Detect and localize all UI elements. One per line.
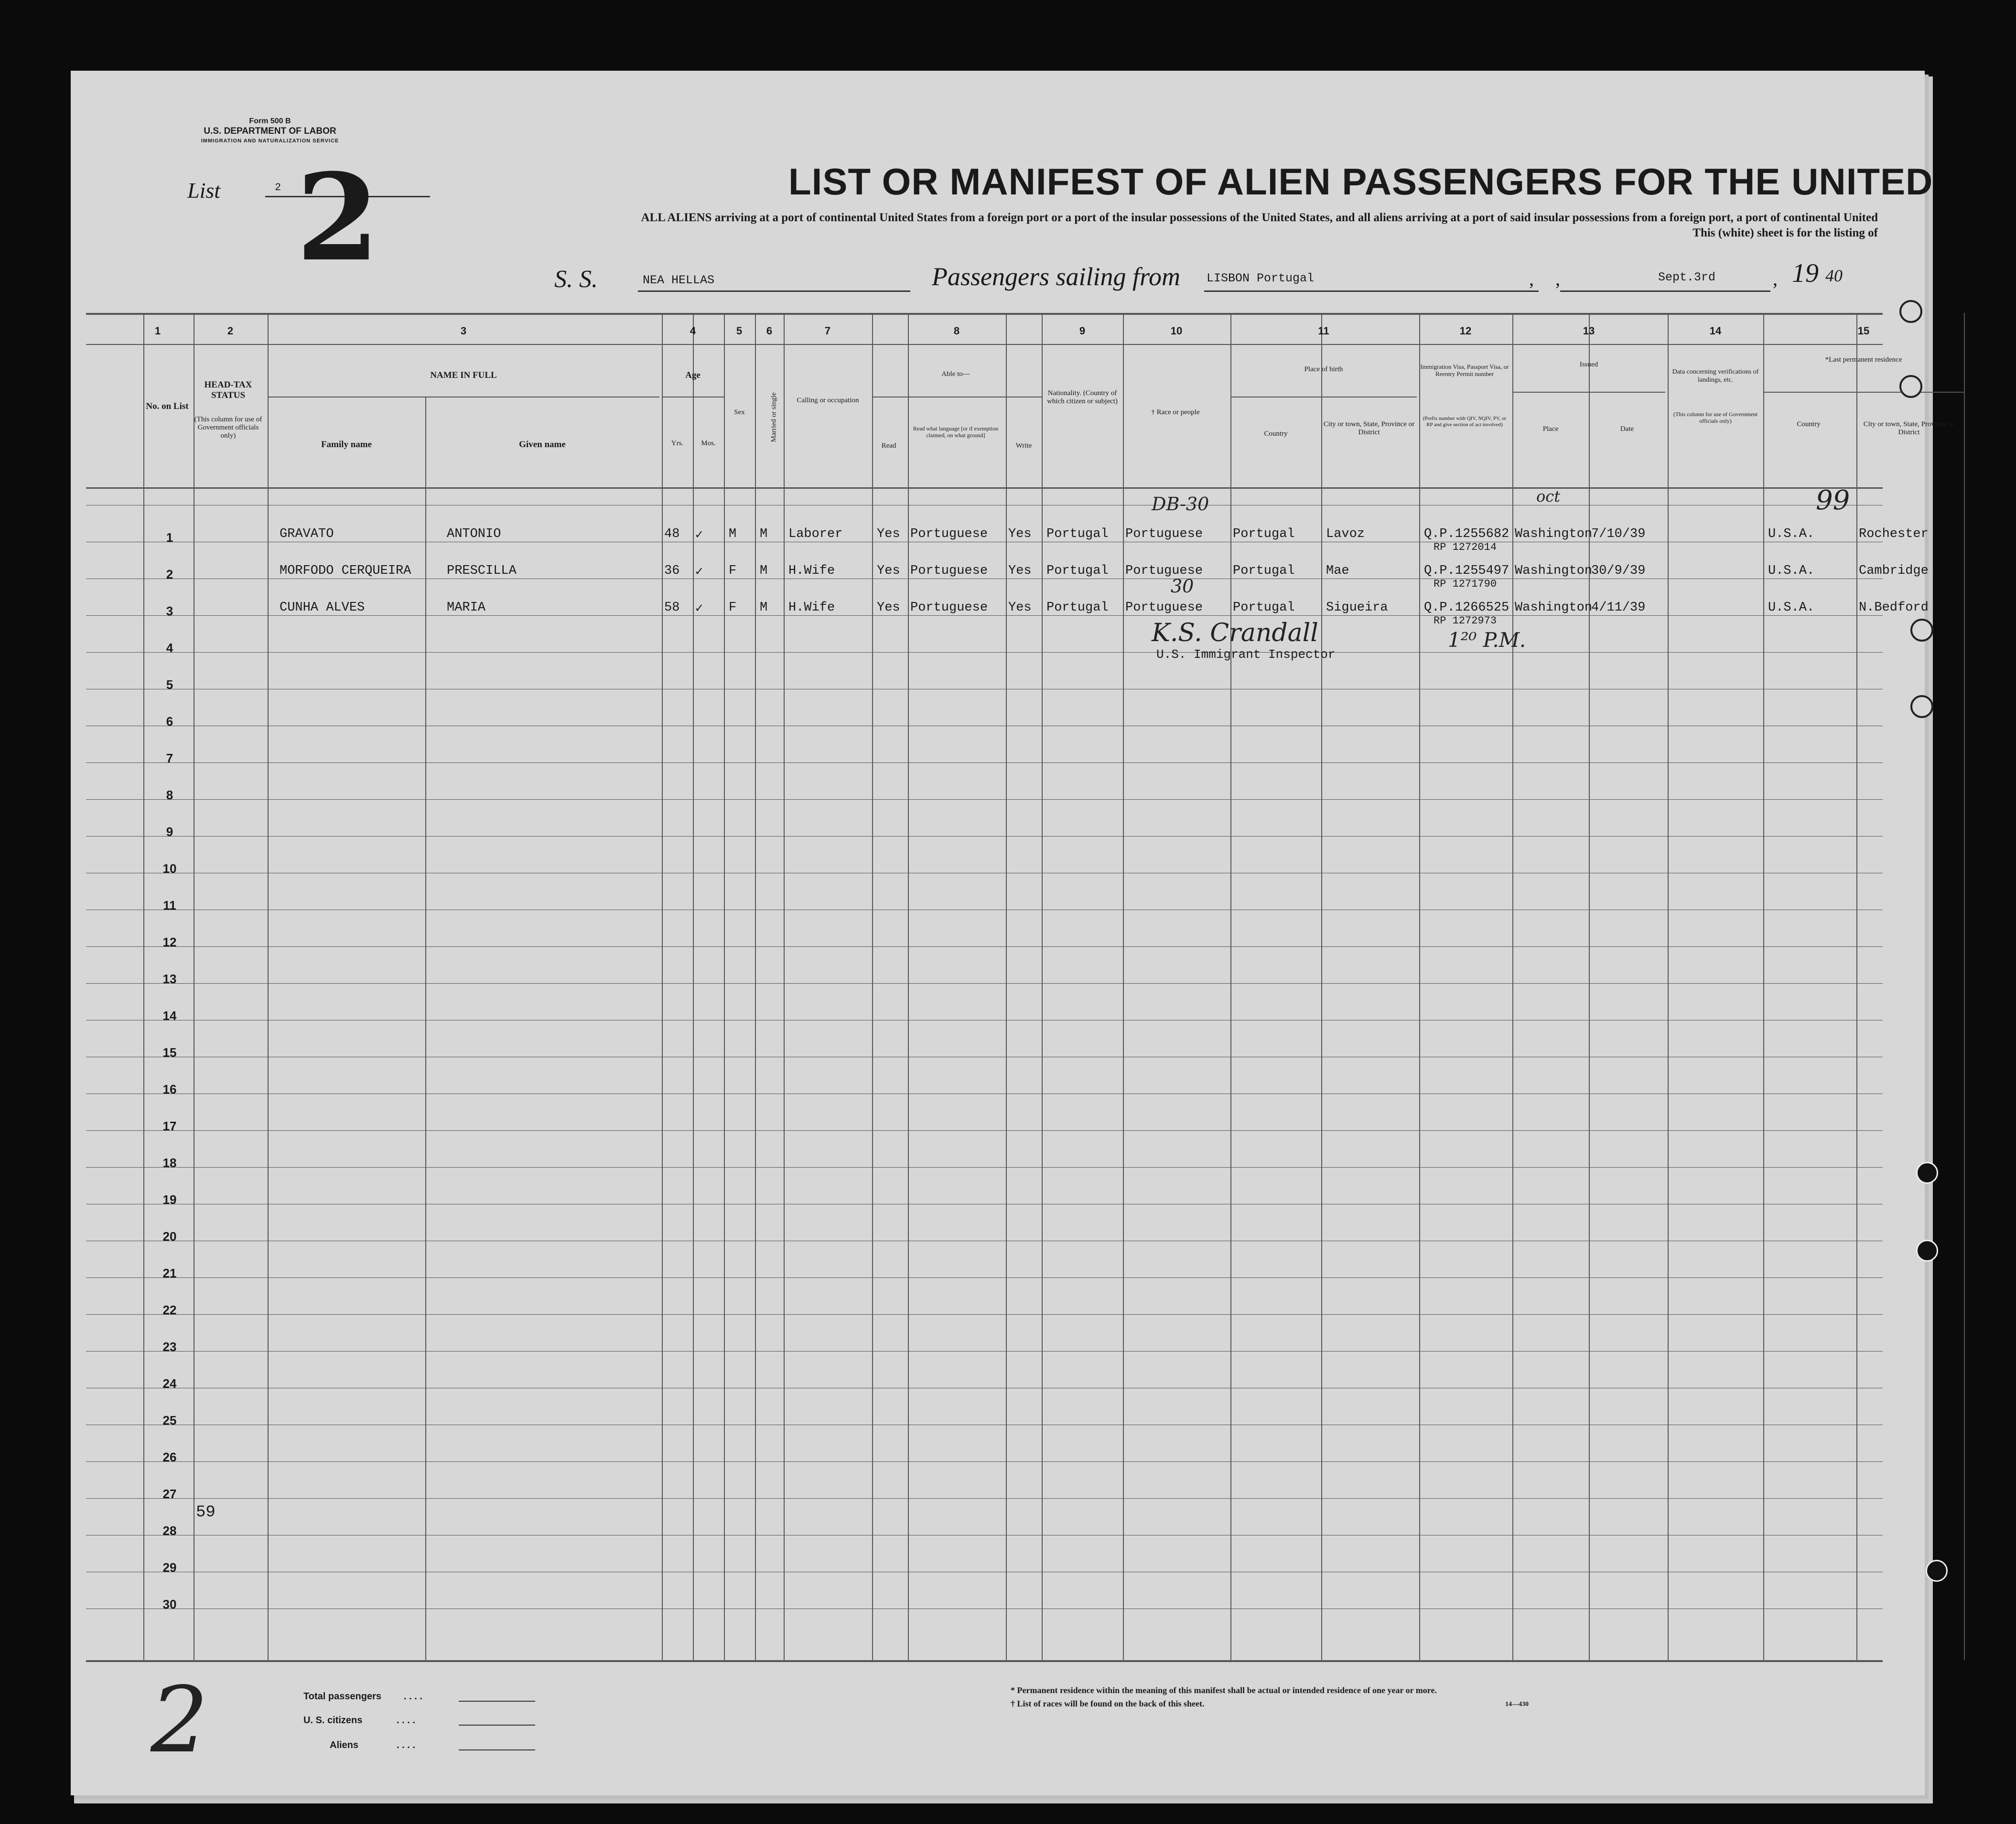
row-number: 3 [166,604,173,618]
grid-vline [693,313,694,1660]
cell-married: M [760,527,768,541]
grid-vline [1123,313,1124,1660]
cell-res-city: Cambridge [1859,564,1929,578]
column-number: 3 [460,325,467,337]
binder-hole [1926,1560,1948,1582]
header-yrs: Yrs. [671,440,684,447]
cell-birth-city: Mae [1326,564,1349,578]
aliens-line [459,1749,535,1750]
row-number: 6 [166,714,173,729]
cell-res-country: U.S.A. [1768,601,1815,615]
grid-hline [86,1277,1883,1278]
binder-hole [1916,1240,1938,1262]
column-number: 6 [766,325,773,337]
column-number: 8 [953,325,960,337]
column-number: 4 [690,325,696,337]
dots: . . . . [397,1715,415,1726]
header-sex: Sex [734,408,745,416]
cell-visa-reentry: RP 1272973 [1434,615,1497,627]
header-birth-city: City or town, State, Province or District [1323,420,1415,436]
grid-vline [872,313,873,1660]
row-number: 23 [162,1340,177,1354]
cell-visa: Q.P.1255682 [1424,527,1509,541]
footnote-races: † List of races will be found on the back of this sheet. [1011,1699,1205,1708]
subtitle-line-1: ALL ALIENS arriving at a port of continental United States from a foreign port or a port of the insular possessions of the United States, and all aliens arriving at a port of said insular possessions from a foreign port, a port of continental United [641,211,1878,224]
header-read: Read [881,442,896,450]
cell-visa-reentry: RP 1272014 [1434,541,1497,553]
cell-family: CUNHA ALVES [280,601,365,615]
cell-married: M [760,564,768,578]
grid-vline [1512,313,1513,1660]
row-number: 10 [162,861,177,876]
row-number: 22 [162,1303,177,1317]
cell-calling: H.Wife [788,601,835,615]
sailing-label: Passengers sailing from [932,262,1181,291]
inspector-title: U.S. Immigrant Inspector [1156,647,1336,662]
header-nationality: Nationality. (Country of which citizen or subject) [1047,389,1118,405]
grid-hline [86,836,1883,837]
cell-birth-country: Portugal [1233,527,1295,541]
grid-vline [1006,313,1007,1660]
binder-hole [1916,1162,1938,1184]
cell-visa: Q.P.1266525 [1424,601,1509,615]
grid-vline [784,313,785,1660]
ship-name: NEA HELLAS [643,273,715,287]
row-number: 24 [162,1376,177,1391]
header-res-country: Country [1797,420,1821,428]
cell-mos: ✓ [695,602,703,616]
column-number: 14 [1709,325,1722,337]
grid-hline [86,615,1883,616]
date-underline [1560,290,1770,292]
row-number: 25 [162,1413,177,1427]
header-verifications: Data concerning verifications of landings, etc. [1672,368,1759,384]
grid-vline [1964,313,1965,1660]
ship-underline [638,290,910,292]
manifest-table [86,313,1955,1660]
cell-race: Portuguese [1125,564,1203,578]
row-number: 7 [166,751,173,765]
column-number: 5 [736,325,743,337]
header-birth-country: Country [1264,430,1288,438]
grid-vline [1856,313,1857,1660]
grid-vline [755,313,756,1660]
row-number: 12 [162,935,177,949]
cell-issued-date: 4/11/39 [1591,601,1646,615]
header-able-to: Able to— [941,370,970,378]
grid-hline [86,344,1883,345]
header-verifications-note: (This column for use of Government officials only) [1673,411,1758,424]
header-issued-place: Place [1542,425,1559,433]
subtitle-line-2: This (white) sheet is for the listing of [1693,226,1878,239]
row-number: 9 [166,825,173,839]
column-number: 7 [824,325,831,337]
row-number: 21 [162,1266,177,1280]
column-number: 10 [1170,325,1183,337]
row-number: 27 [162,1487,177,1501]
comma: , [1529,268,1534,290]
cell-birth-city: Lavoz [1326,527,1365,541]
head-tax-row-28: 59 [196,1503,216,1522]
cell-issued-place: Washington [1515,564,1593,578]
header-issued: Issued [1579,361,1598,368]
grid-hline [86,983,1883,984]
column-number: 9 [1079,325,1086,337]
row-number: 13 [162,972,177,986]
grid-vline [143,313,144,1660]
row-number: 26 [162,1450,177,1464]
header-no-on-list: No. on List [146,401,189,411]
header-read-language: Read what language [or if exemption claimed, on what ground] [913,425,999,439]
cell-calling: H.Wife [788,564,835,578]
cell-yrs: 58 [664,601,680,615]
list-label: List [187,178,221,203]
cell-calling: Laborer [788,527,843,541]
form-heading [170,116,370,146]
header-head-tax: HEAD-TAX STATUS [204,380,252,400]
cell-read: Yes [877,564,900,578]
us-citizens-line [459,1725,535,1726]
row-number: 4 [166,641,173,655]
header-last-residence: *Last permanent residence [1825,356,1902,364]
column-number: 11 [1318,325,1329,337]
cell-sex: F [729,564,737,578]
row-number: 1 [166,530,173,545]
margin-handwritten-mark: 2 [151,1667,208,1773]
manifest-title: LIST OR MANIFEST OF ALIEN PASSENGERS FOR THE UNITED [788,161,1933,203]
cell-language: Portuguese [910,564,988,578]
manifest-subtitle [449,210,1878,241]
column-number: 15 [1857,325,1870,337]
column-number: 2 [227,325,234,337]
grid-hline [86,1660,1883,1662]
list-value: 2 [275,182,281,193]
grid-hline [86,1314,1883,1315]
header-family-name: Family name [321,440,372,450]
cell-res-country: U.S.A. [1768,564,1815,578]
grid-hline [86,799,1883,800]
row-number: 17 [162,1119,177,1133]
inspector-signature: K.S. Crandall [1152,619,1318,647]
grid-hline [86,1167,1883,1168]
dots: . . . . [397,1740,415,1750]
row-number: 8 [166,788,173,802]
us-citizens-label: U. S. citizens [303,1715,363,1726]
cell-nationality: Portugal [1046,564,1109,578]
cell-race: Portuguese [1125,601,1203,615]
header-married: Married or single [770,392,778,442]
grid-vline [1042,313,1043,1660]
cell-birth-country: Portugal [1233,564,1295,578]
grid-hline [86,487,1883,489]
grid-hline [86,946,1883,947]
year-prefix: 19 [1792,258,1819,288]
cell-birth-country: Portugal [1233,601,1295,615]
cell-read: Yes [877,527,900,541]
header-name-in-full: NAME IN FULL [430,370,497,380]
cell-mos: ✓ [695,565,703,579]
cell-read: Yes [877,601,900,615]
grid-vline [1230,313,1231,1660]
service-name: IMMIGRATION AND NATURALIZATION SERVICE [201,138,339,144]
cell-language: Portuguese [910,527,988,541]
header-calling: Calling or occupation [797,397,859,404]
grid-hline [86,1351,1883,1352]
binder-hole [1899,300,1922,323]
grid-vline [268,313,269,1660]
cell-language: Portuguese [910,601,988,615]
cell-yrs: 36 [664,564,680,578]
header-head-tax-note: (This column for use of Government officials only) [194,416,262,440]
cell-visa-reentry: RP 1271790 [1434,578,1497,590]
total-passengers-label: Total passengers [303,1691,382,1702]
grid-vline [1321,313,1322,1660]
cell-write: Yes [1008,527,1032,541]
total-passengers-line [459,1701,535,1702]
list-big-number: 2 [296,147,379,288]
row-number: 30 [162,1597,177,1611]
binder-hole [1899,375,1922,398]
cell-issued-date: 7/10/39 [1591,527,1646,541]
row-number: 18 [162,1156,177,1170]
row-number: 16 [162,1082,177,1096]
row-number: 28 [162,1524,177,1538]
cell-issued-date: 30/9/39 [1591,564,1646,578]
cell-family: GRAVATO [280,527,334,541]
handwritten-30: 30 [1171,576,1194,597]
header-issued-date: Date [1620,425,1634,433]
header-res-city: City or town, State, Province or District [1863,420,1955,436]
header-write: Write [1015,442,1032,450]
form-number: Form 500 B [249,117,291,125]
header-place-of-birth: Place of birth [1304,365,1343,373]
cell-given: MARIA [447,601,486,615]
row-number: 5 [166,677,173,692]
row-number: 11 [163,898,176,912]
cell-issued-place: Washington [1515,601,1593,615]
binder-hole [1910,619,1933,642]
handwritten-oct: oct [1536,487,1561,505]
grid-vline [1763,313,1764,1660]
binder-hole [1910,695,1933,718]
cell-sex: F [729,601,737,615]
grid-vline [1419,313,1420,1660]
grid-vline [724,313,725,1660]
cell-nationality: Portugal [1046,601,1109,615]
row-number: 14 [162,1009,177,1023]
cell-birth-city: Sigueira [1326,601,1388,615]
row-number: 29 [162,1560,177,1575]
cell-write: Yes [1008,564,1032,578]
cell-issued-place: Washington [1515,527,1593,541]
department-name: U.S. DEPARTMENT OF LABOR [204,126,336,136]
cell-visa: Q.P.1255497 [1424,564,1509,578]
sailing-port: LISBON Portugal [1207,271,1315,285]
header-age: Age [685,370,701,380]
handwritten-db30: DB-30 [1152,494,1209,515]
aliens-label: Aliens [330,1740,359,1750]
sailing-date: Sept.3rd [1658,270,1716,284]
header-given-name: Given name [519,440,566,450]
form-code: 14—430 [1505,1701,1529,1708]
column-number: 13 [1583,325,1595,337]
cell-mos: ✓ [695,528,703,543]
grid-hline [86,313,1883,315]
cell-sex: M [729,527,737,541]
header-visa-note: (Prefix number with QIV, NQIV, PV, or RP and give section of act involved) [1423,416,1507,428]
grid-vline [908,313,909,1660]
cell-nationality: Portugal [1046,527,1109,541]
grid-hline [86,1461,1883,1462]
grid-hline [86,762,1883,763]
footnote-residence: * Permanent residence within the meaning of this manifest shall be actual or intended residence of one year or more. [1011,1685,1437,1695]
cell-write: Yes [1008,601,1032,615]
grid-hline [1763,392,1964,393]
grid-vline [1589,313,1590,1660]
ss-label: S. S. [554,266,598,293]
comma: , [1773,268,1778,290]
row-number: 19 [162,1192,177,1207]
cell-family: MORFODO CERQUEIRA [280,564,411,578]
column-number: 12 [1459,325,1472,337]
year-suffix: 40 [1825,266,1843,285]
row-number: 2 [166,567,173,581]
port-underline [1204,290,1539,292]
comma: , [1555,268,1560,290]
cell-yrs: 48 [664,527,680,541]
grid-hline [86,1498,1883,1499]
grid-vline [425,397,426,1660]
cell-given: ANTONIO [447,527,501,541]
header-race: † Race or people [1151,408,1200,416]
grid-hline [86,652,1883,653]
handwritten-99: 99 [1816,485,1850,516]
cell-race: Portuguese [1125,527,1203,541]
cell-given: PRESCILLA [447,564,517,578]
header-mos: Mos. [701,440,716,447]
column-number: 1 [154,325,161,337]
time-note: 1²⁰ P.M. [1448,628,1526,652]
grid-hline [86,1130,1883,1131]
header-visa: Immigration Visa, Passport Visa, or Reentry Permit number [1420,363,1509,377]
dots: . . . . [404,1691,422,1702]
cell-res-country: U.S.A. [1768,527,1815,541]
cell-res-city: Rochester [1859,527,1929,541]
cell-res-city: N.Bedford [1859,601,1929,615]
grid-vline [662,313,663,1660]
cell-married: M [760,601,768,615]
grid-vline [1668,313,1669,1660]
row-number: 15 [162,1045,177,1060]
row-number: 20 [162,1229,177,1244]
